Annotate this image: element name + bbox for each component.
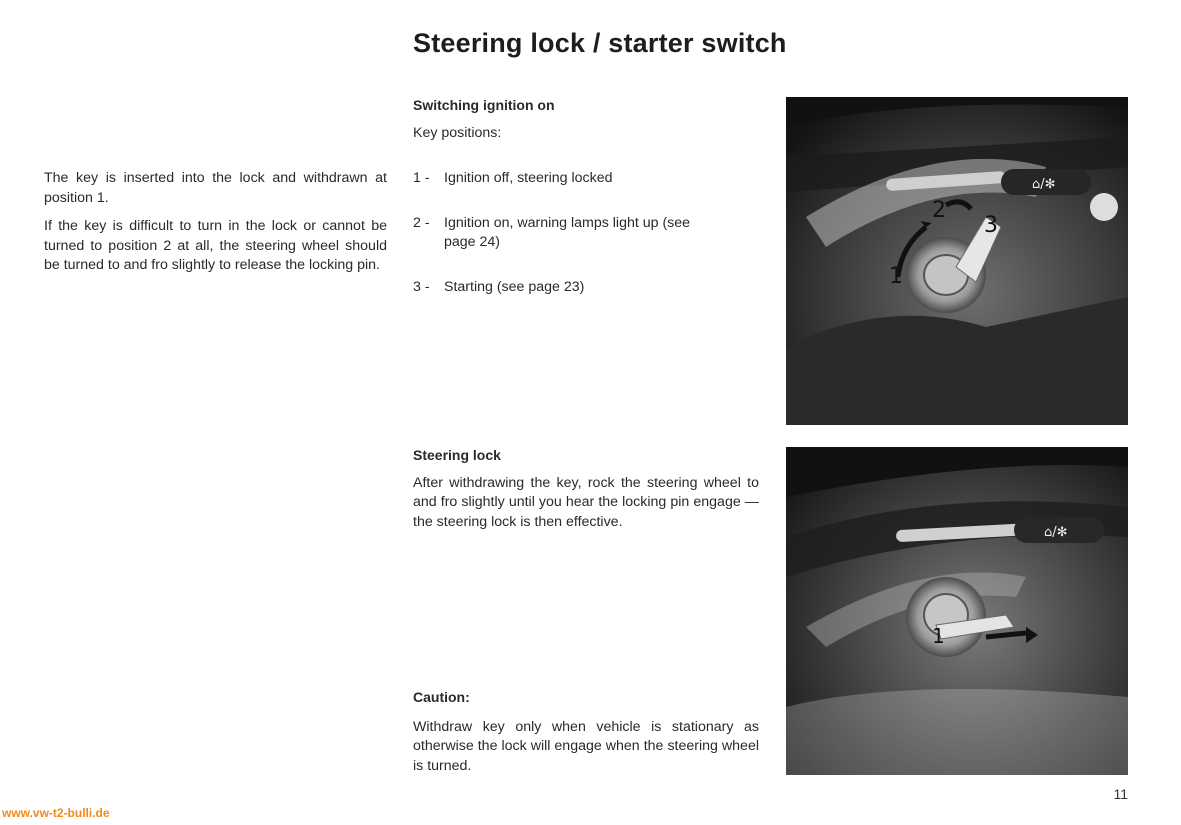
- list-item: [413, 278, 759, 298]
- wiper-symbol-label: ⌂/✻: [1032, 177, 1056, 192]
- key-positions-intro: Key positions:: [413, 124, 502, 141]
- page-title: Steering lock / starter switch: [413, 28, 787, 58]
- key-difficult-paragraph: If the key is difficult to turn in the lock or cannot be turned to position 2 at all, the steering wheel should be turned to and fro slightly to release the locking pin.: [44, 218, 387, 273]
- key-insert-paragraph: The key is inserted into the lock and withdrawn at position 1.: [44, 170, 387, 206]
- ignition-positions-photo: [786, 97, 1128, 425]
- position-label-2: 2: [932, 198, 946, 223]
- caution-text: Withdraw key only when vehicle is stationary as otherwise the lock will engage when the steering wheel is turned.: [413, 718, 759, 774]
- wiper-symbol-label: ⌂/✻: [1044, 525, 1068, 540]
- ignition-section: [413, 96, 759, 143]
- position-number: 2 -: [413, 214, 430, 231]
- list-item: [413, 169, 759, 189]
- steering-lock-section: [413, 446, 759, 532]
- steering-lock-text: After withdrawing the key, rock the steering wheel to and fro slightly until you hear the locking pin engage — the steering lock is then effective.: [413, 474, 759, 530]
- position-label-3: 3: [984, 213, 998, 238]
- position-text: Starting (see page 23): [444, 278, 585, 295]
- position-number: 3 -: [413, 278, 430, 295]
- position-label-1: 1: [889, 264, 903, 289]
- list-item: [413, 214, 759, 253]
- position-text: Ignition off, steering locked: [444, 170, 613, 186]
- caution-section: [413, 688, 759, 776]
- position-label-1: 1: [932, 624, 945, 648]
- steering-lock-heading: Steering lock: [413, 447, 501, 463]
- left-column: [44, 169, 387, 285]
- ignition-heading: Switching ignition on: [413, 97, 555, 113]
- footer-url[interactable]: www.vw-t2-bulli.de: [2, 806, 110, 820]
- position-text: Ignition on, warning lamps light up (see page 24): [444, 214, 691, 250]
- page-number: 11: [1113, 786, 1128, 802]
- position-number: 1 -: [413, 170, 430, 186]
- key-withdrawal-photo: [786, 447, 1128, 775]
- key-positions-list: [413, 169, 759, 297]
- caution-heading: Caution:: [413, 689, 470, 705]
